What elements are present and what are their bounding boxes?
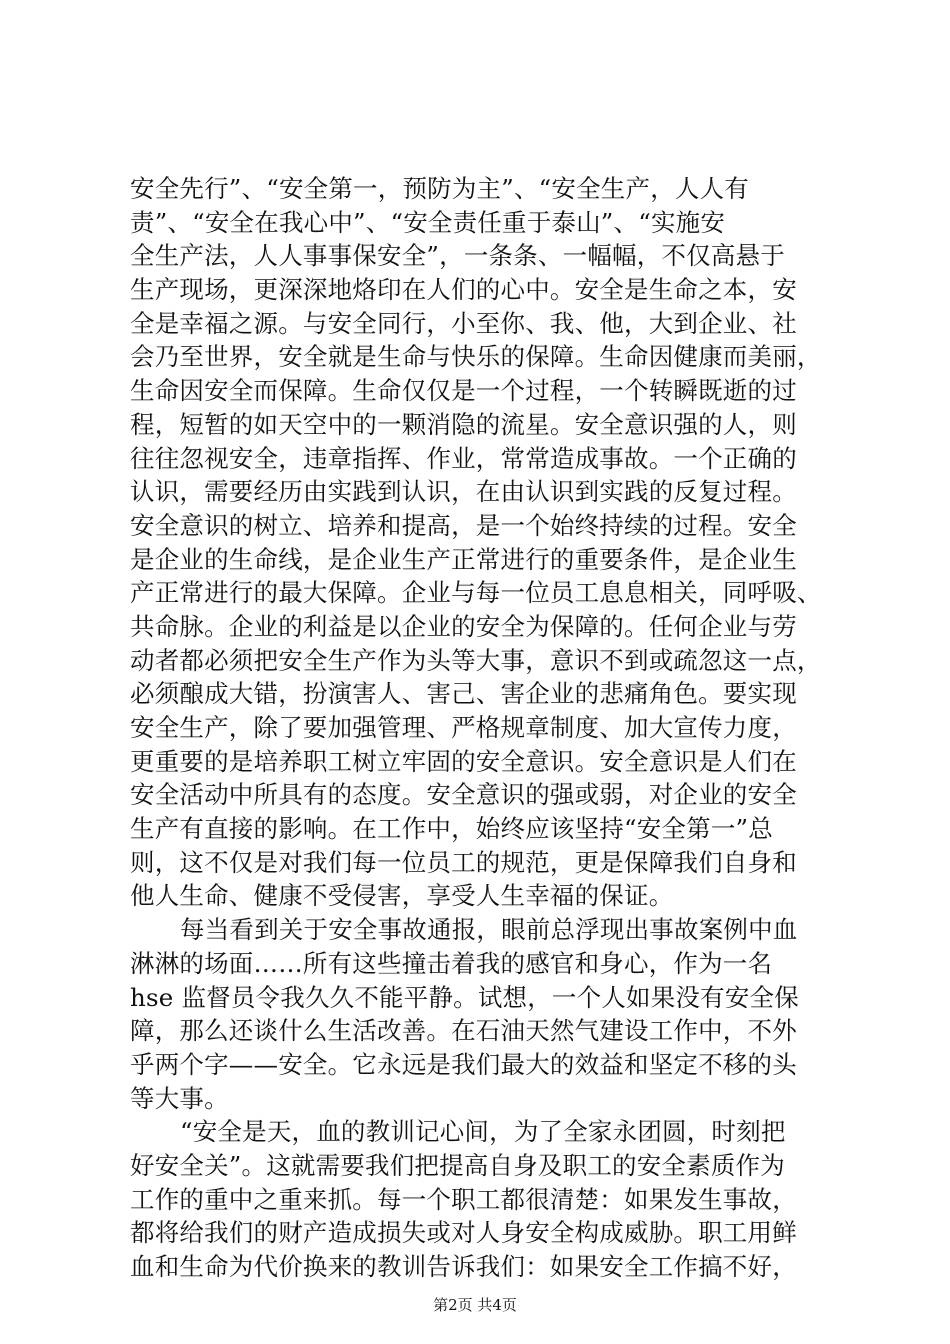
text-line: 则，这不仅是对我们每一位员工的规范，更是保障我们自身和: [130, 847, 797, 877]
text-line: 是企业的生命线，是企业生产正常进行的重要条件，是企业生: [130, 544, 797, 574]
text-line: 工作的重中之重来抓。每一个职工都很清楚：如果发生事故，: [130, 1184, 797, 1214]
text-line: 安全生产，除了要加强管理、严格规章制度、加大宣传力度，: [130, 713, 797, 742]
text-line: 都将给我们的财产造成损失或对人身安全构成威胁。职工用鲜: [130, 1218, 797, 1248]
text-line: 程，短暂的如天空中的一颗消隐的流星。安全意识强的人，则: [130, 409, 797, 439]
text-line: 必须酿成大错，扮演害人、害己、害企业的悲痛角色。要实现: [130, 679, 797, 709]
text-line: 全生产法，人人事事保安全”，一条条、一幅幅，不仅高悬于: [130, 241, 785, 271]
text-line: 安全先行”、“安全第一，预防为主”、“安全生产，人人有: [130, 174, 749, 203]
text-line: 生产有直接的影响。在工作中，始终应该坚持“安全第一”总: [130, 814, 773, 844]
text-line: 安全活动中所具有的态度。安全意识的强或弱，对企业的安全: [130, 780, 797, 810]
text-line: 共命脉。企业的利益是以企业的安全为保障的。任何企业与劳: [130, 611, 797, 641]
text-line: 等大事。: [130, 1083, 229, 1113]
text-line: 产正常进行的最大保障。企业与每一位员工息息相关，同呼吸、: [130, 578, 822, 608]
paragraph-start-line: 每当看到关于安全事故通报，眼前总浮现出事故案例中血: [180, 915, 798, 945]
page-number-footer: 第2页 共4页: [433, 1296, 517, 1314]
text-line: 障，那么还谈什么生活改善。在石油天然气建设工作中，不外: [130, 1016, 797, 1046]
text-line: 乎两个字——安全。它永远是我们最大的效益和坚定不移的头: [130, 1049, 797, 1079]
text-line: 生命因安全而保障。生命仅仅是一个过程，一个转瞬既逝的过: [130, 376, 797, 406]
paragraph-start-line: “安全是天，血的教训记心间，为了全家永团圆，时刻把: [180, 1117, 786, 1147]
text-line: 往往忽视安全，违章指挥、作业，常常造成事故。一个正确的: [130, 443, 797, 473]
text-line: 好安全关”。这就需要我们把提高自身及职工的安全素质作为: [130, 1150, 785, 1180]
text-line: 动者都必须把安全生产作为头等大事，意识不到或疏忽这一点，: [130, 645, 822, 675]
text-line: hse 监督员令我久久不能平静。试想，一个人如果没有安全保: [130, 982, 799, 1012]
body-text: [130, 172, 835, 1284]
text-line: 更重要的是培养职工树立牢固的安全意识。安全意识是人们在: [130, 746, 797, 776]
text-line: 责”、“安全在我心中”、“安全责任重于泰山”、“实施安: [130, 207, 726, 237]
text-line: 安全意识的树立、培养和提高，是一个始终持续的过程。安全: [130, 510, 797, 540]
text-line: 认识，需要经历由实践到认识，在由认识到实践的反复过程。: [130, 477, 797, 507]
text-line: 血和生命为代价换来的教训告诉我们：如果安全工作搞不好，: [130, 1252, 797, 1281]
text-line: 他人生命、健康不受侵害，享受人生幸福的保证。: [130, 881, 674, 911]
text-line: 生产现场，更深深地烙印在人们的心中。安全是生命之本，安: [130, 275, 797, 305]
text-line: 淋淋的场面……所有这些撞击着我的感官和身心，作为一名: [130, 948, 773, 978]
text-line: 会乃至世界，安全就是生命与快乐的保障。生命因健康而美丽，: [130, 342, 822, 372]
text-line: 全是幸福之源。与安全同行，小至你、我、他，大到企业、社: [130, 308, 797, 338]
